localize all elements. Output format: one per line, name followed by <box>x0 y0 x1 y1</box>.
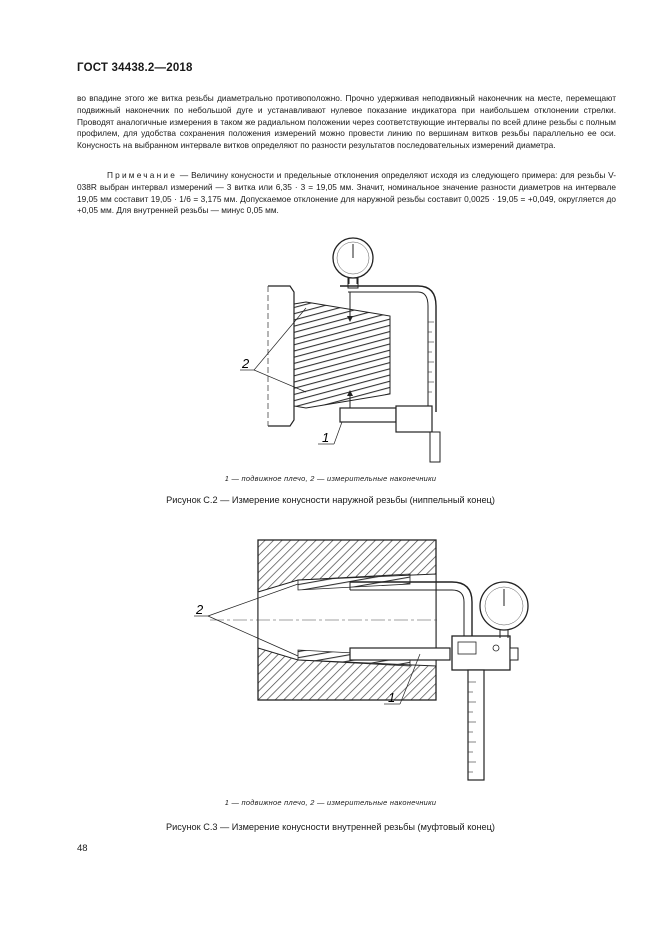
figure-c3-dial-indicator-icon <box>476 578 532 638</box>
page-number: 48 <box>77 843 88 854</box>
figure-c3-callout-1: 1 <box>388 690 396 705</box>
note-text: — Величину конусности и предельные отклонения определяют исходя из следующего примера: для резьбы V-038R выбран интервал измерений — 3 витка или 6,35 · 3 = 19,05 мм. Значит, номинальное значение разности диаметров на интервале 19,05 мм составит 19,05 · 1/6 = 3,175 мм. Допускаемое отклонение для наружной резьбы составит 0,0025 · 19,05 = +0,049, округляется до +0,05 мм. Для внутренней резьбы — минус 0,05 мм. <box>77 170 616 216</box>
thread-cone-external <box>294 302 390 408</box>
note-paragraph <box>77 170 616 217</box>
figure-c2-callout-1: 1 <box>322 430 330 445</box>
figure-c2-caption: Рисунок С.2 — Измерение конусности наружной резьбы (ниппельный конец) <box>166 495 495 505</box>
figure-c2-drawing <box>230 262 470 472</box>
movable-arm <box>340 408 396 422</box>
figure-c3-legend: 1 — подвижное плечо, 2 — измерительные наконечники <box>224 798 437 807</box>
pipe-body-outline <box>268 286 294 426</box>
figure-c3-caption: Рисунок С.3 — Измерение конусности внутренней резьбы (муфтовый конец) <box>166 822 495 832</box>
paragraph-1-text: во впадине этого же витка резьбы диаметрально противоположно. Прочно удерживая неподвижный наконечник на месте, перемещают подвижный наконечник по небольшой дуге и устанавливают нулевое показание индикатора при наибольшем отклонении стрелки. Проводят аналогичные измерения в таком же радиальном положении через соответствующие интервалы по всей длине резьбы с полным профилем, для удобства сохранения положения измерений можно провести линию по вершинам витков резьбы параллельно ее оси. Конусность на выбранном интервале витков определяют по разности результатов последовательных измерений диаметра. <box>77 93 616 151</box>
body-paragraph-1 <box>77 93 616 152</box>
movable-arm <box>350 648 450 660</box>
figure-c2-callout-2: 2 <box>242 356 250 371</box>
figure-c3-drawing <box>190 530 530 792</box>
figure-c2-dial-indicator-icon <box>326 236 380 286</box>
note-label: Примечание <box>107 170 178 180</box>
document-header: ГОСТ 34438.2—2018 <box>77 62 193 74</box>
figure-c2-legend: 1 — подвижное плечо, 2 — измерительные наконечники <box>224 474 437 483</box>
figure-c3-callout-2: 2 <box>196 602 204 617</box>
